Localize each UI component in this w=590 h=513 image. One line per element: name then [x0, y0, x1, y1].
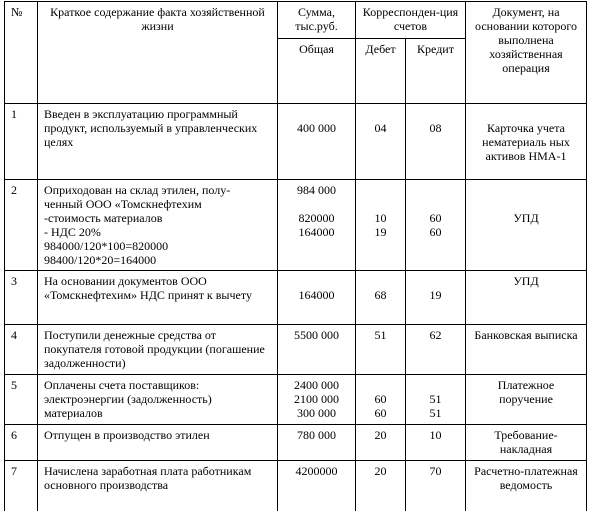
row-debit: 60 60	[356, 375, 406, 425]
header-description: Краткое содержание факта хозяйственной жизни	[38, 2, 278, 104]
table-row	[5, 180, 587, 271]
ledger-table	[4, 1, 587, 511]
header-num: №	[5, 2, 38, 104]
row-credit: 51 51	[406, 375, 466, 425]
row-number: 7	[5, 461, 38, 511]
header-credit: Кредит	[406, 39, 466, 104]
row-document: Требование-накладная	[466, 425, 587, 461]
row-number: 6	[5, 425, 38, 461]
row-document: Расчетно-платежная ведомость	[466, 461, 587, 511]
row-credit: 10	[406, 425, 466, 461]
row-document: Банковская выписка	[466, 325, 587, 375]
row-document: УПД	[466, 180, 587, 271]
row-sum: 2400 000 2100 000 300 000	[278, 375, 356, 425]
header-sum-total: Общая	[278, 39, 356, 104]
row-number: 3	[5, 271, 38, 325]
row-sum: 4200000	[278, 461, 356, 511]
table-row	[5, 104, 587, 180]
table-row	[5, 325, 587, 375]
row-sum: 984 000 820000 164000	[278, 180, 356, 271]
row-debit: 68	[356, 271, 406, 325]
row-description: Поступили денежные средства от покупателя готовой продукции (погашение задолженности)	[38, 325, 278, 375]
row-credit: 62	[406, 325, 466, 375]
row-debit: 20	[356, 461, 406, 511]
row-credit: 70	[406, 461, 466, 511]
header-sum: Сумма, тыс.руб.	[278, 2, 356, 39]
row-description: Отпущен в производство этилен	[38, 425, 278, 461]
header-correspondence: Корреспонден-ция счетов	[356, 2, 466, 39]
row-document: Платежное поручение	[466, 375, 587, 425]
table-row	[5, 425, 587, 461]
row-document: Карточка учета нематериаль ных активов НМА-1	[466, 104, 587, 180]
table-row	[5, 461, 587, 511]
row-number: 1	[5, 104, 38, 180]
row-credit: 19	[406, 271, 466, 325]
row-debit: 10 19	[356, 180, 406, 271]
row-sum: 164000	[278, 271, 356, 325]
row-debit: 04	[356, 104, 406, 180]
table-row	[5, 271, 587, 325]
row-description: На основании документов ООО «Томскнефтехим» НДС принят к вычету	[38, 271, 278, 325]
row-description: Введен в эксплуатацию программный продукт, используемый в управленческих целях	[38, 104, 278, 180]
row-number: 4	[5, 325, 38, 375]
row-credit: 08	[406, 104, 466, 180]
row-number: 5	[5, 375, 38, 425]
table-row	[5, 375, 587, 425]
row-sum: 780 000	[278, 425, 356, 461]
header-row	[5, 2, 587, 39]
row-debit: 20	[356, 425, 406, 461]
row-description: Оплачены счета поставщиков: электроэнергии (задолженность) материалов	[38, 375, 278, 425]
row-description: Начислена заработная плата работникам основного производства	[38, 461, 278, 511]
row-sum: 5500 000	[278, 325, 356, 375]
row-credit: 60 60	[406, 180, 466, 271]
row-debit: 51	[356, 325, 406, 375]
row-sum: 400 000	[278, 104, 356, 180]
row-description: Оприходован на склад этилен, полу- ченный ООО «Томскнефтехим -стоимость материалов - НДС 20% 984000/120*100=820000 98400/120*20=164000	[38, 180, 278, 271]
row-document: УПД	[466, 271, 587, 325]
header-debit: Дебет	[356, 39, 406, 104]
row-number: 2	[5, 180, 38, 271]
header-document: Документ, на основании которого выполнена хозяйственная операция	[466, 2, 587, 104]
